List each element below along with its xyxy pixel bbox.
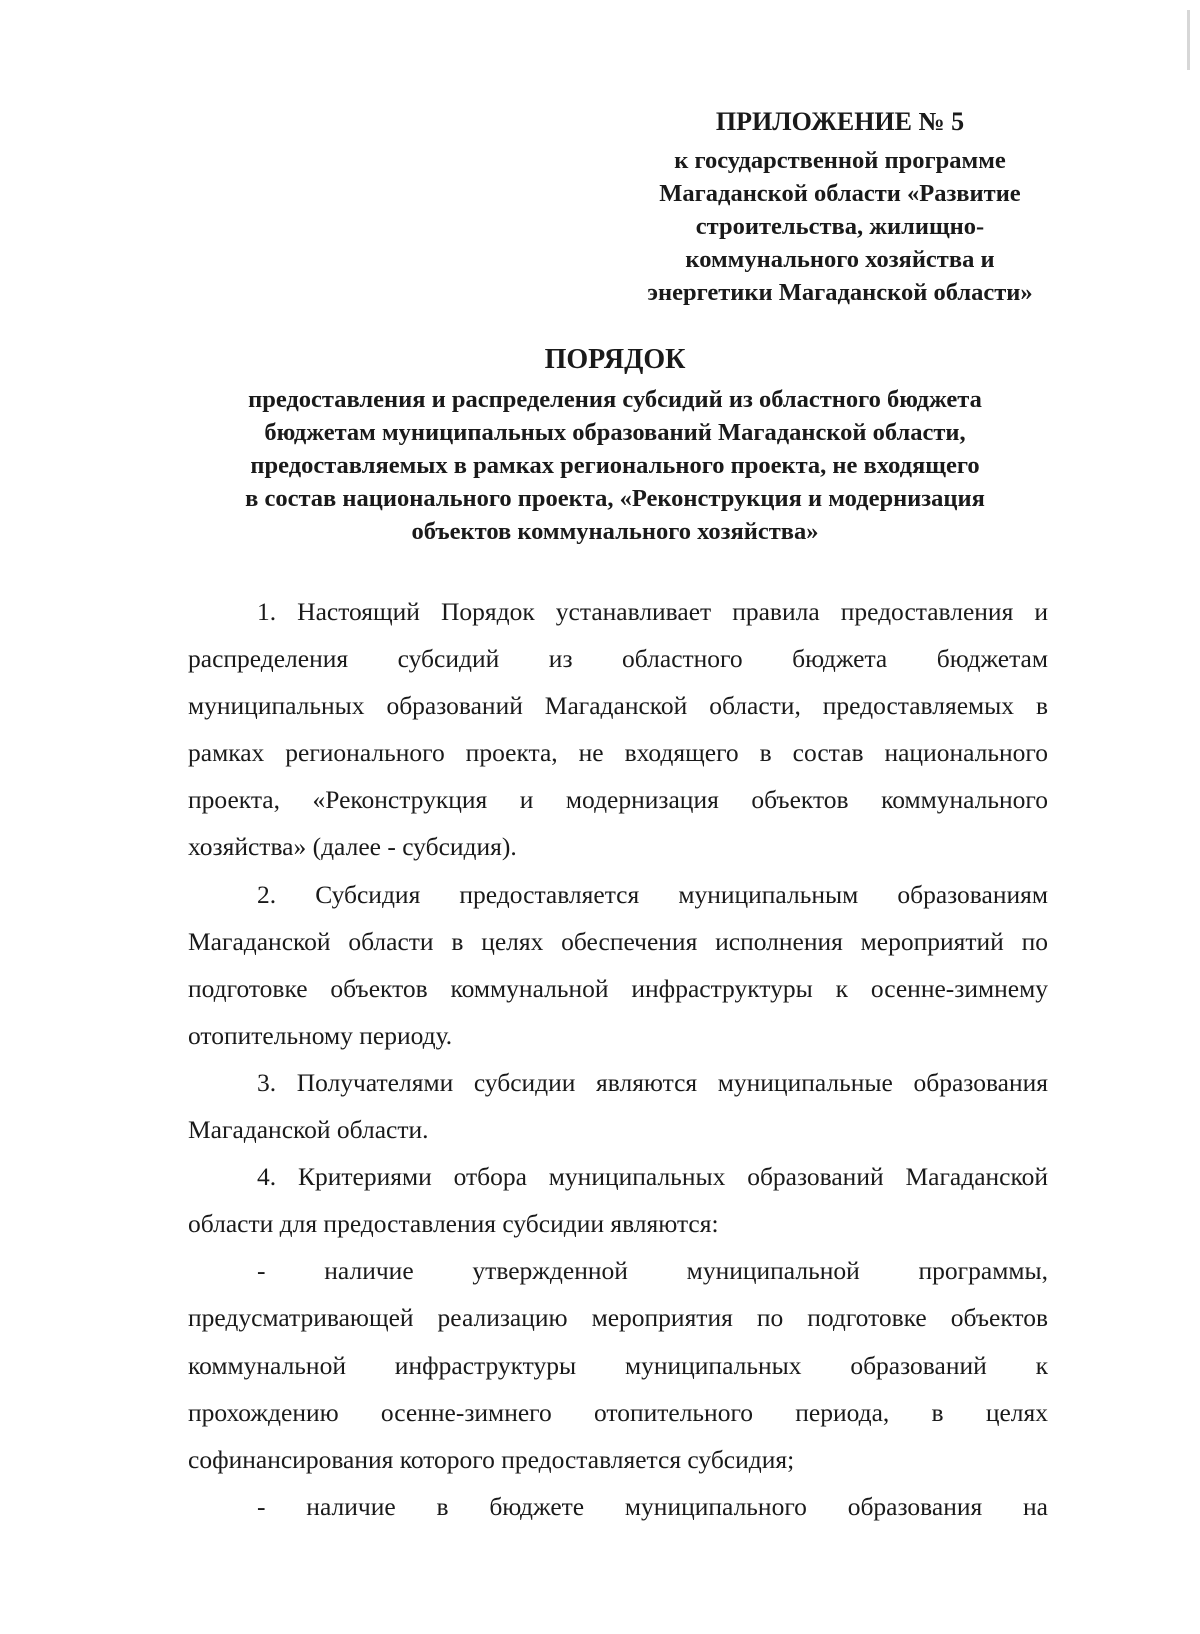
- document-subtitle-line: предоставления и распределения субсидий из областного бюджета: [248, 386, 982, 413]
- appendix-line: коммунального хозяйства и: [685, 246, 995, 273]
- appendix-line: к государственной программе: [674, 147, 1006, 174]
- paragraph-3: [188, 1059, 1048, 1153]
- paragraph-1: [188, 588, 1048, 871]
- body-line: подготовке объектов коммунальной инфраструктуры к осенне-зимнему: [188, 973, 1048, 1003]
- body-line: - наличие утвержденной муниципальной программы,: [257, 1256, 1048, 1286]
- body-line: муниципальных образований Магаданской области, предоставляемых в: [188, 691, 1048, 721]
- body-line: 4. Критериями отбора муниципальных образований Магаданской: [257, 1162, 1048, 1192]
- body-line: распределения субсидий из областного бюджета бюджетам: [188, 644, 1048, 674]
- body-line: Магаданской области в целях обеспечения исполнения мероприятий по: [188, 926, 1048, 956]
- body-line: софинансирования которого предоставляется субсидия;: [188, 1444, 795, 1474]
- body-line: предусматривающей реализацию мероприятия по подготовке объектов: [188, 1303, 1048, 1333]
- paragraph-5: [188, 1247, 1048, 1482]
- body-line: - наличие в бюджете муниципального образования на: [257, 1491, 1048, 1521]
- document-heading: [180, 340, 1050, 548]
- document-subtitle-line: объектов коммунального хозяйства»: [411, 518, 819, 545]
- paragraph-2: [188, 871, 1048, 1059]
- appendix-line: энергетики Магаданской области»: [647, 279, 1033, 306]
- body-line: 3. Получателями субсидии являются муниципальные образования: [257, 1067, 1048, 1097]
- appendix-header: [610, 104, 1070, 309]
- body-line: 1. Настоящий Порядок устанавливает правила предоставления и: [257, 597, 1048, 626]
- body-line: области для предоставления субсидии являются:: [188, 1209, 719, 1239]
- scan-edge-mark: [1187, 10, 1190, 70]
- body-line: Магаданской области.: [188, 1115, 429, 1145]
- body-line: отопительному периоду.: [188, 1020, 453, 1050]
- document-subtitle-line: бюджетам муниципальных образований Магаданской области,: [264, 419, 966, 446]
- appendix-title: ПРИЛОЖЕНИЕ № 5: [715, 107, 965, 136]
- paragraph-6: [188, 1483, 1048, 1530]
- body-line: проекта, «Реконструкция и модернизация объектов коммунального: [188, 785, 1048, 815]
- document-subtitle-line: в состав национального проекта, «Реконструкция и модернизация: [245, 485, 985, 512]
- body-line: коммунальной инфраструктуры муниципальных образований к: [188, 1350, 1048, 1380]
- body-line: рамках регионального проекта, не входящего в состав национального: [188, 738, 1048, 768]
- body-line: 2. Субсидия предоставляется муниципальным образованиям: [257, 879, 1048, 909]
- body-line: прохождению осенне-зимнего отопительного периода, в целях: [188, 1397, 1048, 1427]
- document-title: ПОРЯДОК: [544, 344, 686, 375]
- document-subtitle-line: предоставляемых в рамках регионального проекта, не входящего: [250, 452, 980, 479]
- body-line: хозяйства» (далее - субсидия).: [188, 832, 517, 862]
- document-body: [188, 588, 1048, 1530]
- paragraph-4: [188, 1153, 1048, 1247]
- appendix-line: строительства, жилищно-: [695, 213, 985, 240]
- appendix-line: Магаданской области «Развитие: [659, 180, 1021, 207]
